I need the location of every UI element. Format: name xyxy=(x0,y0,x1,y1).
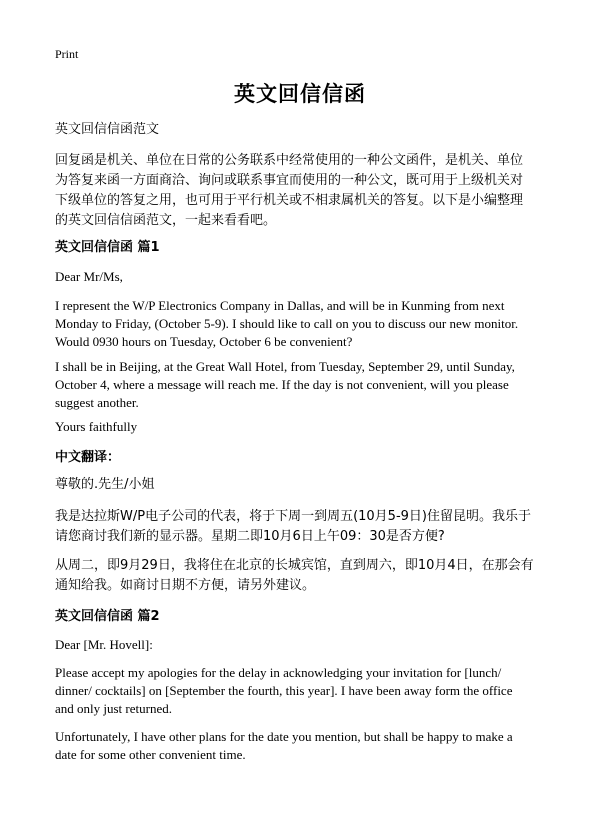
intro-line: 回复函是机关、单位在日常的公务联系中经常使用的一种公文函件，是机关、单位 xyxy=(55,153,524,168)
intro-label: 英文回信信函范文 xyxy=(55,122,160,137)
paragraph-line: 请您商讨我们新的显示器。星期二即10月6日上午09：30是否方便? xyxy=(55,529,445,544)
paragraph-line: Would 0930 hours on Tuesday, October 6 be convenient? xyxy=(55,334,353,349)
section1-closing: Yours faithfully xyxy=(55,419,138,434)
translation-heading: 中文翻译： xyxy=(55,450,121,465)
paragraph-line: date for some other convenient time. xyxy=(55,747,246,762)
section2-heading: 英文回信信函 篇2 xyxy=(55,609,160,624)
paragraph-line: 通知给我。如商讨日期不方便，请另外建议。 xyxy=(55,578,316,593)
section2-paragraph-2 xyxy=(55,728,555,764)
section2-salutation: Dear [Mr. Hovell]: xyxy=(55,637,153,652)
print-label: Print xyxy=(55,47,79,61)
paragraph-line: 从周二，即9月29日，我将住在北京的长城宾馆，直到周六，即10月4日，在那会有 xyxy=(55,558,534,573)
section1-salutation: Dear Mr/Ms, xyxy=(55,269,123,284)
paragraph-line: 我是达拉斯W/P电子公司的代表，将于下周一到周五(10月5-9日)住留昆明。我乐于 xyxy=(55,509,531,524)
paragraph-line: Monday to Friday, (October 5-9). I should like to call on you to discuss our new monitor. xyxy=(55,316,519,331)
intro-line: 下级单位的答复之用，也可用于平行机关或不相隶属机关的答复。以下是小编整理 xyxy=(55,193,524,208)
translation-paragraph-1 xyxy=(55,507,555,547)
paragraph-line: and only just returned. xyxy=(55,701,172,716)
section2-paragraph-1 xyxy=(55,664,555,718)
paragraph-line: I shall be in Beijing, at the Great Wall Hotel, from Tuesday, September 29, until Sunday, xyxy=(55,359,515,374)
paragraph-line: Unfortunately, I have other plans for the date you mention, but shall be happy to make a xyxy=(55,729,513,744)
paragraph-line: I represent the W/P Electronics Company in Dallas, and will be in Kunming from next xyxy=(55,298,505,313)
intro-line: 的英文回信信函范文，一起来看看吧。 xyxy=(55,213,277,228)
intro-line: 为答复来函一方面商洽、询问或联系事宜而使用的一种公文，既可用于上级机关对 xyxy=(55,173,524,188)
paragraph-line: dinner/ cocktails] on [September the fourth, this year]. I have been away form the office xyxy=(55,683,513,698)
document-title: 英文回信信函 xyxy=(234,82,366,106)
section1-heading: 英文回信信函 篇1 xyxy=(55,240,160,255)
translation-paragraph-2 xyxy=(55,556,555,596)
intro-paragraph xyxy=(55,151,555,231)
section1-paragraph-2 xyxy=(55,358,555,412)
paragraph-line: October 4, where a message will reach me. If the day is not convenient, will you please xyxy=(55,377,509,392)
section1-paragraph-1 xyxy=(55,297,555,351)
paragraph-line: suggest another. xyxy=(55,395,139,410)
paragraph-line: Please accept my apologies for the delay in acknowledging your invitation for [lunch/ xyxy=(55,665,502,680)
translation-salutation: 尊敬的.先生/小姐 xyxy=(55,477,155,492)
